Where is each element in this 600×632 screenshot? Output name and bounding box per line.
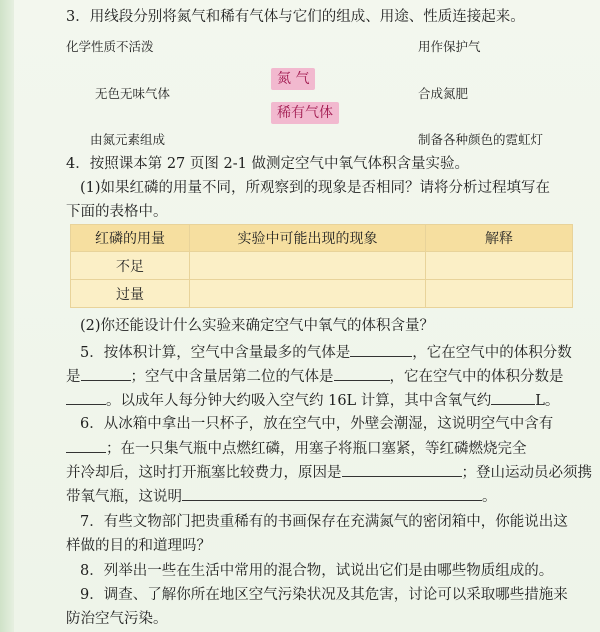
q4-part2: (2)你还能设计什么实验来确定空气中氧气的体积含量？ [80, 318, 435, 334]
q5-line3-text-b: L。 [535, 393, 560, 409]
table-cell-blank[interactable] [426, 280, 573, 308]
q5-blank-oxygen-amount[interactable] [491, 390, 535, 405]
q3-left-item-1: 化学性质不活泼 [66, 39, 154, 54]
q6-line1: 6．从冰箱中拿出一只杯子，放在空气中，外壁会潮湿，这说明空气中含有 [80, 416, 554, 432]
q5-line1 [80, 342, 572, 363]
q9-line2: 防治空气污染。 [66, 611, 168, 627]
page-edge-shadow [0, 0, 14, 632]
q5-line2-text-c: ，它在空气中的体积分数是 [389, 369, 564, 385]
red-phosphorus-table [70, 224, 573, 308]
q5-line2-text-a: 是 [66, 369, 81, 385]
table-cell-blank[interactable] [190, 280, 426, 308]
q6-blank-water-vapor[interactable] [66, 438, 106, 453]
table-row [71, 280, 573, 308]
q5-line3 [66, 390, 559, 411]
q5-line2 [66, 366, 564, 387]
q9-line1: 9．调查、了解你所在地区空气污染状况及其危害，讨论可以采取哪些措施来 [80, 587, 568, 603]
q4-title: 4．按照课本第 27 页图 2-1 做测定空气中氧气体积含量实验。 [66, 156, 469, 172]
q6-line3-text-a: 并冷却后，这时打开瓶塞比较费力，原因是 [66, 465, 342, 481]
q6-line3-text-b: ；登山运动员必须携 [461, 465, 592, 481]
table-cell: 过量 [71, 280, 190, 308]
q3-center-item-noble-gas: 稀有气体 [271, 102, 339, 124]
q6-blank-reason[interactable] [342, 462, 462, 477]
q6-line3 [66, 462, 592, 483]
q5-blank-volume-fraction-1[interactable] [81, 366, 131, 381]
table-header-row [71, 225, 573, 252]
q5-blank-most-abundant-gas[interactable] [350, 342, 412, 357]
q4-part1-line1: (1)如果红磷的用量不同，所观察到的现象是否相同？请将分析过程填写在 [80, 180, 551, 196]
q7-line1: 7．有些文物部门把贵重稀有的书画保存在充满氮气的密闭箱中，你能说出这 [80, 514, 568, 530]
table-cell-blank[interactable] [190, 252, 426, 280]
table-cell: 不足 [71, 252, 190, 280]
table-header-cell: 实验中可能出现的现象 [190, 225, 426, 252]
q3-right-item-1: 用作保护气 [418, 39, 481, 54]
q6-blank-conclusion[interactable] [182, 486, 482, 501]
q5-blank-second-gas[interactable] [334, 366, 390, 381]
q5-line1-text-b: ，它在空气中的体积分数 [412, 345, 572, 361]
table-header-cell: 红磷的用量 [71, 225, 190, 252]
table-header-cell: 解释 [426, 225, 573, 252]
q5-line2-text-b: ；空气中含量居第二位的气体是 [130, 369, 334, 385]
q5-blank-volume-fraction-2[interactable] [66, 390, 106, 405]
q6-line4-text-b: 。 [482, 489, 497, 505]
q8-line1: 8．列举出一些在生活中常用的混合物，试说出它们是由哪些物质组成的。 [80, 563, 554, 579]
q5-line1-text-a: 5．按体积计算，空气中含量最多的气体是 [80, 345, 351, 361]
q6-line4-text-a: 带氧气瓶，这说明 [66, 489, 182, 505]
q5-line3-text-a: 。以成年人每分钟大约吸入空气约 16L 计算，其中含氧气约 [106, 393, 492, 409]
table-cell-blank[interactable] [426, 252, 573, 280]
q3-left-item-2: 无色无味气体 [95, 86, 171, 101]
q3-right-item-3: 制备各种颜色的霓虹灯 [418, 132, 544, 147]
q6-line4 [66, 486, 497, 507]
q3-center-item-nitrogen: 氮 气 [271, 68, 315, 90]
q3-right-item-2: 合成氮肥 [418, 86, 469, 101]
q6-line2-text: ；在一只集气瓶中点燃红磷，用塞子将瓶口塞紧，等红磷燃烧完全 [106, 441, 527, 457]
table-row [71, 252, 573, 280]
q4-part1-line2: 下面的表格中。 [66, 204, 168, 220]
q3-left-item-3: 由氮元素组成 [90, 132, 166, 147]
q6-line2 [66, 438, 527, 459]
q7-line2: 样做的目的和道理吗？ [66, 538, 211, 554]
q3-title: 3．用线段分别将氮气和稀有气体与它们的组成、用途、性质连接起来。 [66, 9, 525, 25]
